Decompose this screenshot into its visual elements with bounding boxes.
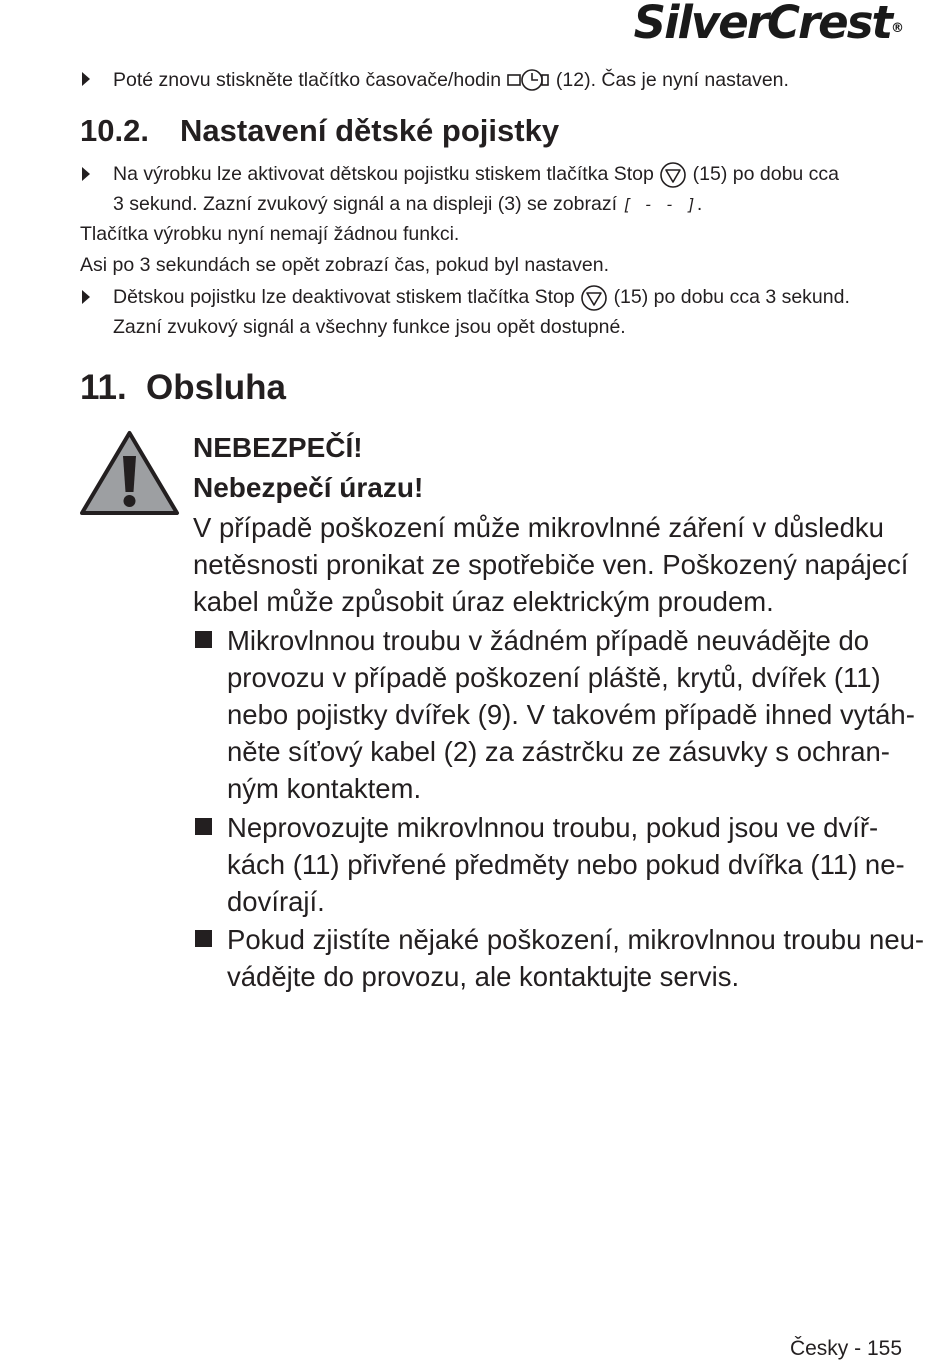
square-bullet-icon (195, 930, 212, 947)
warning-bullet-line: nebo pojistky dvířek (9). V takovém případě ihned vytáh- (227, 699, 915, 730)
warning-bullet-line: kách (11) přivřené předměty nebo pokud dvířka (11) ne- (227, 849, 905, 880)
paragraph-line: 3 sekund. Zazní zvukový signál a na displeji (3) se zobrazí [ - - ]. (113, 193, 703, 215)
warning-bullet-line: něte síťový kabel (2) za zástrčku ze zásuvky s ochran- (227, 736, 890, 767)
square-bullet-icon (195, 818, 212, 835)
bullet-arrow-icon (82, 72, 90, 86)
warning-subtitle: Nebezpečí úrazu! (193, 472, 424, 503)
paragraph-line: Tlačítka výrobku nyní nemají žádnou funkci. (80, 223, 460, 245)
bullet-arrow-icon (82, 167, 90, 181)
warning-text-line: V případě poškození může mikrovlnné záření v důsledku (193, 512, 884, 543)
warning-bullet-line: vádějte do provozu, ale kontaktujte servis. (227, 961, 740, 992)
paragraph-line: Asi po 3 sekundách se opět zobrazí čas, pokud byl nastaven. (80, 254, 609, 276)
warning-bullet-line: Pokud zjistíte nějaké poškození, mikrovlnnou troubu neu- (227, 924, 925, 955)
section-heading-11: 11. Obsluha (80, 368, 287, 407)
timer-clock-icon (506, 68, 550, 94)
square-bullet-icon (195, 631, 212, 648)
section-heading-10-2: 10.2. Nastavení dětské pojistky (80, 113, 560, 148)
paragraph-line: Na výrobku lze aktivovat dětskou pojistku stiskem tlačítka Stop (15) po dobu cca (113, 159, 839, 189)
warning-text-line: kabel může způsobit úraz elektrickým proudem. (193, 586, 774, 617)
display-lock-glyph: [ - - ] (622, 195, 697, 214)
warning-bullet-line: Neprovozujte mikrovlnnou troubu, pokud jsou ve dvíř- (227, 812, 879, 843)
paragraph-line: Dětskou pojistku lze deaktivovat stiskem tlačítka Stop (15) po dobu cca 3 sekund. (113, 282, 850, 312)
warning-bullet-line: dovírají. (227, 886, 325, 917)
warning-label: NEBEZPEČÍ! (193, 432, 363, 463)
warning-text-line: netěsnosti pronikat ze spotřebiče ven. Poškozený napájecí (193, 549, 909, 580)
brand-logo: SilverCrest® (633, 0, 904, 49)
intro-line: Poté znovu stiskněte tlačítko časovače/hodin (12). Čas je nyní nastaven. (113, 65, 789, 95)
bullet-arrow-icon (82, 290, 90, 304)
page-number: Česky - 155 (789, 1337, 902, 1360)
warning-triangle-icon (79, 430, 180, 517)
stop-button-icon (659, 161, 687, 189)
paragraph-line: Zazní zvukový signál a všechny funkce jsou opět dostupné. (113, 316, 626, 338)
warning-bullet-line: provozu v případě poškození pláště, krytů, dvířek (11) (227, 662, 881, 693)
warning-bullet-line: ným kontaktem. (227, 773, 422, 804)
warning-bullet-line: Mikrovlnnou troubu v žádném případě neuvádějte do (227, 625, 870, 656)
stop-button-icon (580, 284, 608, 312)
